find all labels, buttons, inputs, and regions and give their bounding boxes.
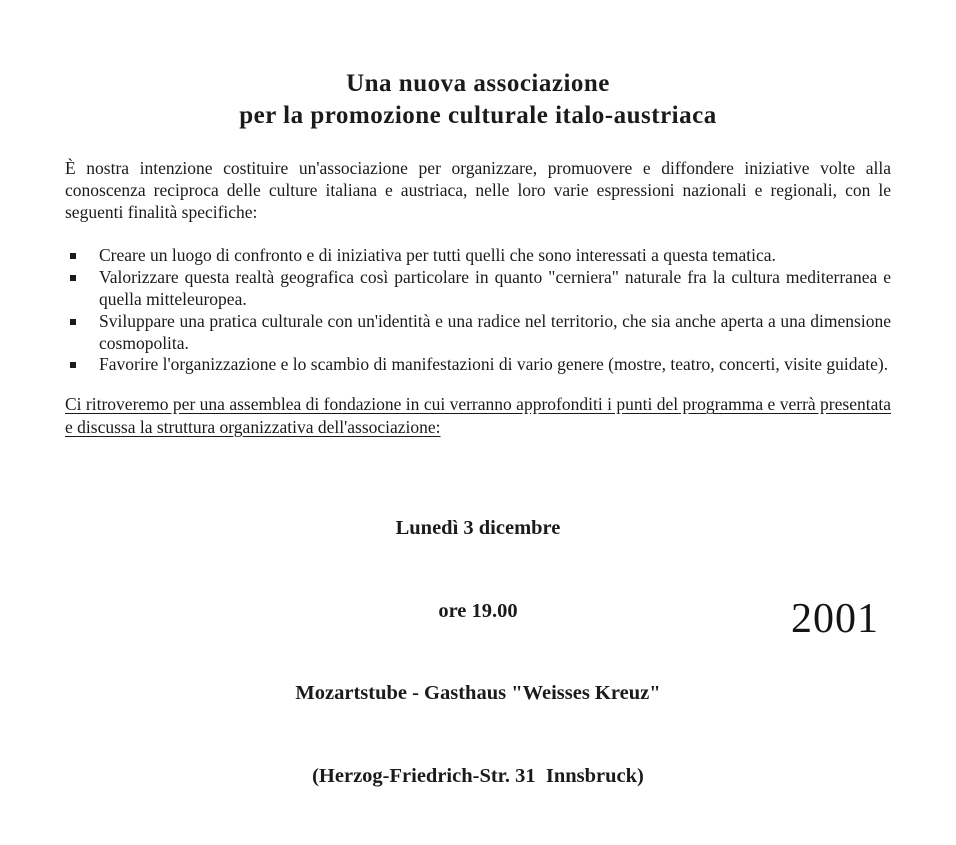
- event-venue: Mozartstube - Gasthaus "Weisses Kreuz": [295, 682, 661, 705]
- year-label: 2001: [791, 596, 879, 642]
- square-bullet-icon: [70, 319, 76, 325]
- list-item-text: Favorire l'organizzazione e lo scambio di manifestazioni di vario genere (mostre, teatro, concerti, visite guidate).: [99, 354, 889, 375]
- document-body: [65, 0, 891, 787]
- square-bullet-icon: [70, 275, 76, 281]
- list-item: [65, 311, 891, 355]
- list-item: [65, 267, 891, 311]
- list-item: [65, 245, 891, 267]
- list-item-text: Creare un luogo di confronto e di iniziativa per tutti quelli che sono interessati a questa tematica.: [99, 245, 776, 266]
- event-address: (Herzog-Friedrich-Str. 31 Innsbruck): [312, 764, 644, 787]
- square-bullet-icon: [70, 253, 76, 259]
- square-bullet-icon: [70, 362, 76, 368]
- list-item-text: Sviluppare una pratica culturale con un'identità e una radice nel territorio, che sia anche aperta a una dimensione cosmopolita.: [99, 310, 891, 353]
- intro-paragraph: È nostra intenzione costituire un'associazione per organizzare, promuovere e diffondere iniziative volte alla conoscenza reciproca delle culture italiana e austriaca, nelle loro varie espressioni nazionali e regionali, con le seguenti finalità specifiche:: [65, 158, 891, 222]
- list-item: [65, 354, 891, 376]
- event-date: Lunedì 3 dicembre: [395, 517, 561, 540]
- title-line-2: per la promozione culturale italo-austriaca: [239, 102, 717, 129]
- title-line-1: Una nuova associazione: [346, 70, 610, 97]
- page-title: [65, 68, 891, 132]
- goals-list: [65, 245, 891, 376]
- event-time: ore 19.00: [438, 599, 518, 622]
- assembly-announcement: Ci ritroveremo per una assemblea di fondazione in cui verranno approfonditi i punti del programma e verrà presentata e discussa la struttura organizzativa dell'associazione:: [65, 394, 891, 437]
- event-details: [65, 460, 891, 845]
- list-item-text: Valorizzare questa realtà geografica così particolare in quanto "cerniera" naturale fra la cultura mediterranea e quella mitteleuropea.: [99, 267, 891, 309]
